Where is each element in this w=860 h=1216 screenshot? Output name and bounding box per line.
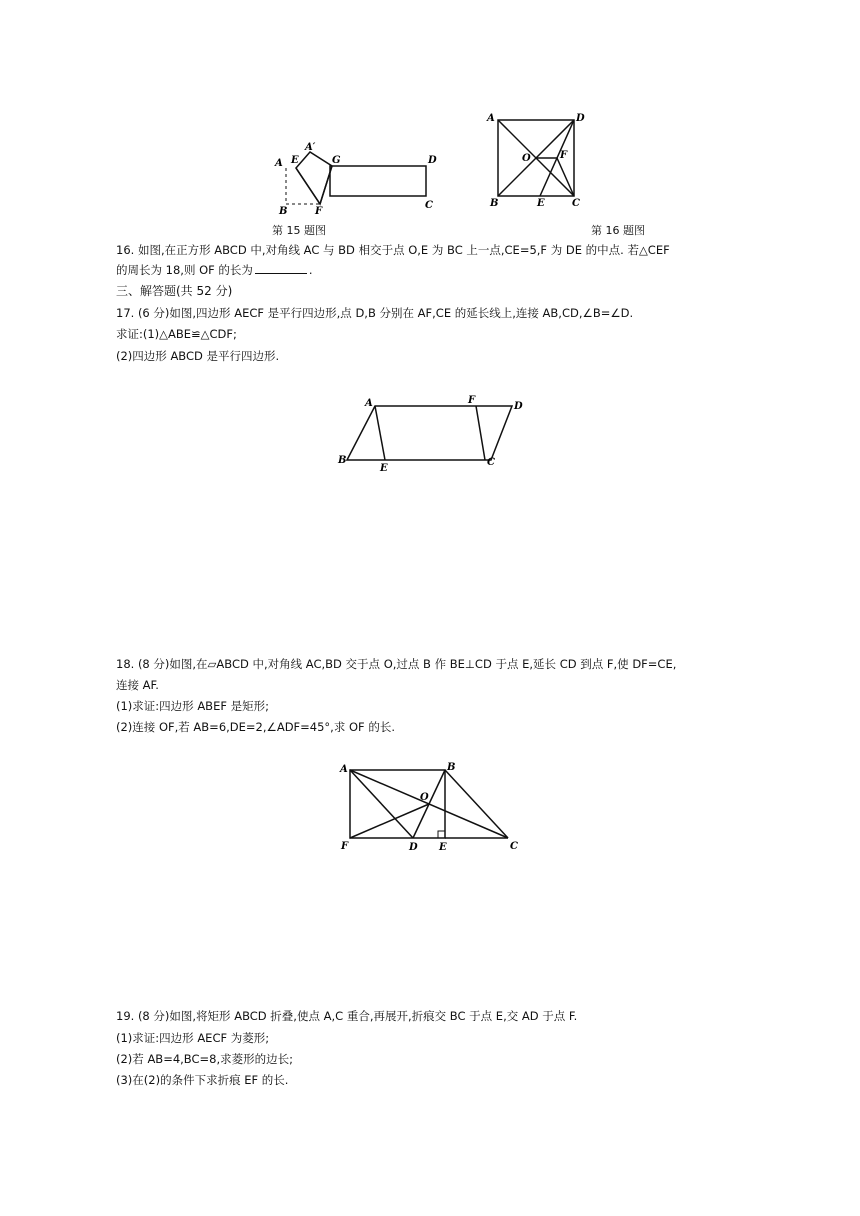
- q17-line-1: 17. (6 分)如图,四边形 AECF 是平行四边形,点 D,B 分别在 AF,CE 的延长线上,连接 AB,CD,∠B=∠D.: [116, 306, 634, 320]
- label-F: F: [468, 395, 476, 406]
- label-A: A: [275, 158, 283, 169]
- figure-16-caption: 第 16 题图: [591, 224, 645, 237]
- q17-line-3: (2)四边形 ABCD 是平行四边形.: [116, 349, 280, 363]
- q16-end: .: [308, 263, 313, 277]
- figure-18-diagram: [338, 760, 523, 855]
- q19-line-1: 19. (8 分)如图,将矩形 ABCD 折叠,使点 A,C 重合,再展开,折痕交 BC 于点 E,交 AD 于点 F.: [116, 1009, 578, 1023]
- fold-line-ef: [296, 168, 320, 204]
- q18-line-4: (2)连接 OF,若 AB=6,DE=2,∠ADF=45°,求 OF 的长.: [116, 720, 395, 734]
- q16-line-1: 16. 如图,在正方形 ABCD 中,对角线 AC 与 BD 相交于点 O,E 为 BC 上一点,CE=5,F 为 DE 的中点. 若△CEF: [116, 243, 670, 257]
- label-B: B: [447, 762, 456, 773]
- label-D: D: [409, 842, 418, 853]
- label-D: D: [514, 401, 523, 412]
- label-A: A: [487, 113, 495, 124]
- q19-line-2: (1)求证:四边形 AECF 为菱形;: [116, 1031, 270, 1045]
- parallelogram-abcd: [347, 406, 512, 460]
- label-C: C: [425, 200, 433, 211]
- q16-text: 的周长为 18,则 OF 的长为: [116, 263, 253, 277]
- q18-line-1: 18. (8 分)如图,在▱ABCD 中,对角线 AC,BD 交于点 O,过点 B 作 BE⊥CD 于点 E,延长 CD 到点 F,使 DF=CE,: [116, 657, 677, 671]
- label-B: B: [490, 198, 499, 209]
- label-F: F: [341, 841, 349, 852]
- figure-16: [484, 110, 589, 210]
- q19-line-4: (3)在(2)的条件下求折痕 EF 的长.: [116, 1073, 289, 1087]
- q18-line-3: (1)求证:四边形 ABEF 是矩形;: [116, 699, 269, 713]
- label-E: E: [291, 155, 299, 166]
- segment-bc: [445, 770, 508, 838]
- answer-blank[interactable]: [255, 262, 307, 274]
- label-D: D: [428, 155, 437, 166]
- label-E: E: [380, 463, 388, 474]
- label-E: E: [537, 198, 545, 209]
- label-A-prime: A′: [305, 142, 316, 153]
- label-C: C: [572, 198, 580, 209]
- label-C: C: [510, 841, 518, 852]
- segment-ae: [375, 406, 385, 460]
- label-C: C: [487, 457, 495, 468]
- segment-fc: [476, 406, 485, 460]
- figure-16-diagram: [484, 110, 589, 210]
- figure-17-diagram: [335, 393, 530, 475]
- q17-line-2: 求证:(1)△ABE≌△CDF;: [116, 327, 237, 341]
- label-E: E: [439, 842, 447, 853]
- label-B: B: [338, 455, 347, 466]
- label-F: F: [560, 150, 568, 161]
- label-A: A: [365, 398, 373, 409]
- label-O: O: [522, 153, 531, 164]
- q16-line-2: [116, 262, 313, 278]
- label-B: B: [279, 206, 288, 217]
- dashed-original-edge: [286, 168, 320, 204]
- rect-right-part: [330, 166, 426, 196]
- section-title: 三、解答题(共 52 分): [116, 284, 233, 298]
- figure-18: [338, 760, 523, 855]
- figure-17: [335, 393, 530, 475]
- label-F: F: [315, 206, 323, 217]
- q19-line-3: (2)若 AB=4,BC=8,求菱形的边长;: [116, 1052, 294, 1066]
- label-D: D: [576, 113, 585, 124]
- right-angle-mark: [438, 831, 445, 838]
- label-A: A: [340, 764, 348, 775]
- segment-fc: [557, 158, 574, 196]
- label-O: O: [420, 792, 429, 803]
- figure-15-diagram: [270, 138, 450, 218]
- figure-15-caption: 第 15 题图: [272, 224, 326, 237]
- segment-ad: [350, 770, 413, 838]
- label-G: G: [332, 155, 341, 166]
- segment-of: [350, 804, 429, 838]
- figure-15: [270, 138, 450, 218]
- q18-line-2: 连接 AF.: [116, 678, 159, 692]
